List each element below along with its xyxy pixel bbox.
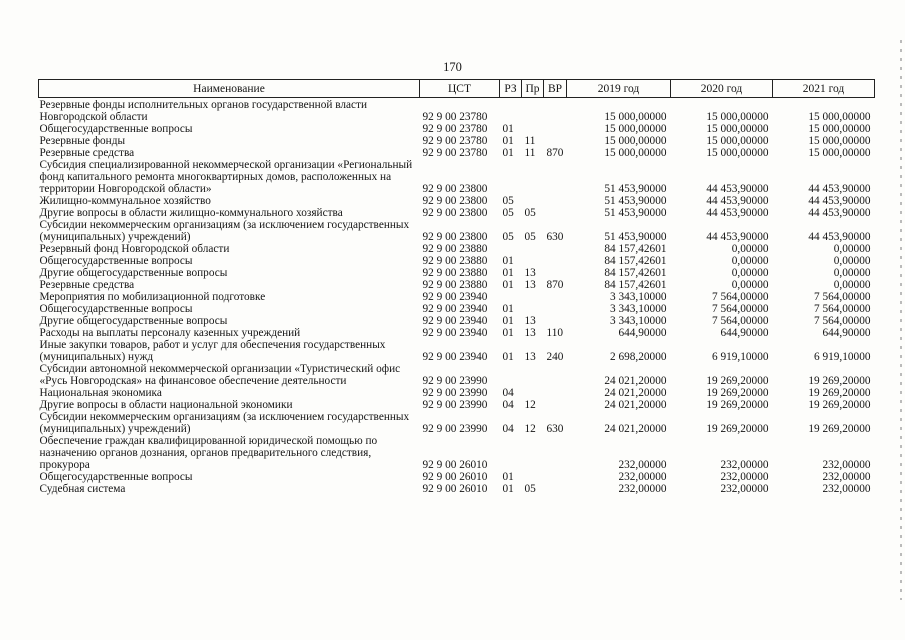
- cell-vr: [544, 123, 567, 135]
- cell-2019: 84 157,42601: [604, 279, 667, 291]
- cell-cst: 92 9 00 23990: [422, 423, 488, 435]
- cell-name: Обеспечение граждан квалифицированной юридической помощью по назначению органов дознания, органов предварительного следствия, прокурора: [39, 435, 378, 471]
- table-row: [39, 291, 875, 303]
- cell-rz: [500, 243, 522, 255]
- table-header: [39, 80, 875, 98]
- cell-rz: 01: [502, 483, 514, 495]
- table-row: [39, 435, 875, 471]
- table-row: [39, 399, 875, 411]
- cell-pr: [522, 303, 544, 315]
- table-row: [39, 471, 875, 483]
- cell-rz: 01: [502, 135, 514, 147]
- cell-2020: 7 564,00000: [712, 315, 769, 327]
- cell-name: Общегосударственные вопросы: [39, 123, 193, 135]
- cell-pr: [522, 243, 544, 255]
- header-2020: 2020 год: [671, 80, 773, 98]
- cell-cst: 92 9 00 23780: [422, 111, 488, 123]
- cell-cst: 92 9 00 23940: [422, 327, 488, 339]
- cell-2019: 24 021,20000: [604, 375, 667, 387]
- cell-2019: 232,00000: [618, 471, 667, 483]
- cell-vr: [544, 399, 567, 411]
- cell-2019: 51 453,90000: [604, 195, 667, 207]
- cell-2021: 0,00000: [833, 267, 871, 279]
- cell-pr: 11: [524, 147, 536, 159]
- header-row: [39, 80, 875, 98]
- cell-2020: 44 453,90000: [706, 231, 769, 243]
- cell-2020: 15 000,00000: [706, 111, 769, 123]
- header-cst: ЦСТ: [420, 80, 500, 98]
- cell-2020: 19 269,20000: [706, 375, 769, 387]
- cell-cst: 92 9 00 23990: [422, 399, 488, 411]
- cell-vr: [544, 195, 567, 207]
- cell-2021: 15 000,00000: [808, 147, 871, 159]
- cell-name: Жилищно-коммунальное хозяйство: [39, 195, 211, 207]
- cell-cst: 92 9 00 26010: [422, 471, 488, 483]
- cell-2020: 0,00000: [731, 255, 769, 267]
- cell-name: Резервный фонд Новгородской области: [39, 243, 230, 255]
- cell-vr: [544, 435, 567, 471]
- table-row: [39, 363, 875, 387]
- cell-vr: [544, 363, 567, 387]
- cell-2021: 232,00000: [822, 483, 871, 495]
- cell-pr: [522, 291, 544, 303]
- cell-vr: 870: [546, 279, 564, 291]
- cell-2021: 19 269,20000: [808, 399, 871, 411]
- cell-pr: 13: [524, 327, 536, 339]
- cell-cst: 92 9 00 23800: [422, 231, 488, 243]
- cell-rz: 01: [502, 303, 514, 315]
- header-vr: ВР: [544, 80, 567, 98]
- cell-cst: 92 9 00 23780: [422, 147, 488, 159]
- cell-name: Резервные фонды: [39, 135, 126, 147]
- cell-cst: 92 9 00 23940: [422, 291, 488, 303]
- table-body: [39, 98, 875, 496]
- cell-name: Субсидии некоммерческим организациям (за исключением государственных (муниципальных) учреждений): [39, 411, 410, 435]
- cell-pr: [522, 471, 544, 483]
- cell-2021: 15 000,00000: [808, 123, 871, 135]
- cell-name: Другие общегосударственные вопросы: [39, 315, 228, 327]
- scan-edge-marks: [900, 40, 902, 600]
- cell-cst: 92 9 00 23990: [422, 375, 488, 387]
- cell-vr: 630: [546, 231, 564, 243]
- cell-2021: 15 000,00000: [808, 135, 871, 147]
- cell-2020: 0,00000: [731, 279, 769, 291]
- cell-rz: 01: [502, 351, 514, 363]
- table-row: [39, 243, 875, 255]
- cell-2020: 232,00000: [720, 459, 769, 471]
- cell-vr: [544, 159, 567, 195]
- cell-rz: [500, 435, 522, 471]
- cell-2020: 19 269,20000: [706, 387, 769, 399]
- cell-2019: 644,90000: [618, 327, 667, 339]
- cell-vr: [544, 315, 567, 327]
- cell-rz: 04: [502, 387, 514, 399]
- table-row: [39, 135, 875, 147]
- cell-vr: [544, 387, 567, 399]
- cell-2019: 15 000,00000: [604, 147, 667, 159]
- cell-name: Общегосударственные вопросы: [39, 255, 193, 267]
- cell-2019: 84 157,42601: [604, 255, 667, 267]
- table-row: [39, 327, 875, 339]
- cell-rz: 01: [502, 315, 514, 327]
- cell-name: Расходы на выплаты персоналу казенных учреждений: [39, 327, 301, 339]
- cell-rz: 04: [502, 399, 514, 411]
- cell-cst: 92 9 00 23880: [422, 243, 488, 255]
- cell-rz: 01: [502, 255, 514, 267]
- cell-cst: 92 9 00 23940: [422, 303, 488, 315]
- cell-2021: 15 000,00000: [808, 111, 871, 123]
- cell-pr: [522, 387, 544, 399]
- cell-2021: 232,00000: [822, 459, 871, 471]
- cell-pr: [522, 195, 544, 207]
- table-row: [39, 219, 875, 243]
- table-row: [39, 339, 875, 363]
- cell-cst: 92 9 00 23880: [422, 267, 488, 279]
- cell-rz: 01: [502, 267, 514, 279]
- cell-rz: [500, 363, 522, 387]
- cell-2019: 84 157,42601: [604, 267, 667, 279]
- cell-2021: 644,90000: [822, 327, 871, 339]
- cell-2021: 0,00000: [833, 279, 871, 291]
- cell-2019: 3 343,10000: [610, 315, 667, 327]
- cell-2021: 44 453,90000: [808, 195, 871, 207]
- table-row: [39, 207, 875, 219]
- header-name: Наименование: [39, 80, 420, 98]
- cell-pr: 13: [524, 267, 536, 279]
- cell-vr: 870: [546, 147, 564, 159]
- table-row: [39, 255, 875, 267]
- cell-pr: 12: [524, 423, 536, 435]
- budget-table: [38, 79, 875, 495]
- cell-name: Другие вопросы в области жилищно-коммунального хозяйства: [39, 207, 343, 219]
- cell-2019: 24 021,20000: [604, 423, 667, 435]
- cell-2020: 44 453,90000: [706, 207, 769, 219]
- cell-cst: 92 9 00 23780: [422, 123, 488, 135]
- cell-cst: 92 9 00 26010: [422, 459, 488, 471]
- cell-2020: 15 000,00000: [706, 135, 769, 147]
- cell-cst: 92 9 00 23880: [422, 255, 488, 267]
- cell-vr: 240: [546, 351, 564, 363]
- cell-pr: 05: [524, 207, 536, 219]
- cell-2021: 19 269,20000: [808, 375, 871, 387]
- table-row: [39, 123, 875, 135]
- cell-2021: 7 564,00000: [814, 291, 871, 303]
- cell-vr: [544, 483, 567, 495]
- cell-vr: [544, 255, 567, 267]
- cell-vr: [544, 207, 567, 219]
- table-row: [39, 147, 875, 159]
- cell-2020: 644,90000: [720, 327, 769, 339]
- cell-cst: 92 9 00 23940: [422, 351, 488, 363]
- cell-2021: 0,00000: [833, 255, 871, 267]
- cell-2020: 6 919,10000: [712, 351, 769, 363]
- cell-pr: 11: [524, 135, 536, 147]
- header-rz: РЗ: [500, 80, 522, 98]
- cell-2019: 3 343,10000: [610, 291, 667, 303]
- cell-name: Субсидия специализированной некоммерческой организации «Региональный фонд капитального ремонта многоквартирных домов, расположенных на территории Новгородской области»: [39, 159, 413, 195]
- cell-cst: 92 9 00 23990: [422, 387, 488, 399]
- cell-vr: [544, 303, 567, 315]
- cell-vr: 110: [546, 327, 564, 339]
- cell-cst: 92 9 00 23800: [422, 207, 488, 219]
- cell-2020: 7 564,00000: [712, 291, 769, 303]
- cell-rz: 05: [502, 207, 514, 219]
- cell-2019: 15 000,00000: [604, 111, 667, 123]
- cell-rz: [500, 159, 522, 195]
- cell-2020: 232,00000: [720, 483, 769, 495]
- cell-name: Общегосударственные вопросы: [39, 471, 193, 483]
- cell-2021: 44 453,90000: [808, 183, 871, 195]
- table-row: [39, 98, 875, 124]
- cell-pr: 05: [524, 483, 536, 495]
- cell-vr: [544, 291, 567, 303]
- cell-2021: 7 564,00000: [814, 315, 871, 327]
- cell-pr: [522, 363, 544, 387]
- cell-2019: 3 343,10000: [610, 303, 667, 315]
- cell-2019: 51 453,90000: [604, 207, 667, 219]
- cell-pr: 05: [524, 231, 536, 243]
- page-number: 170: [443, 60, 462, 74]
- cell-2021: 6 919,10000: [814, 351, 871, 363]
- table-row: [39, 303, 875, 315]
- cell-rz: 01: [502, 147, 514, 159]
- cell-vr: [544, 135, 567, 147]
- table-row: [39, 267, 875, 279]
- cell-pr: 13: [524, 279, 536, 291]
- cell-name: Другие вопросы в области национальной экономики: [39, 399, 293, 411]
- cell-rz: [500, 291, 522, 303]
- cell-name: Национальная экономика: [39, 387, 162, 399]
- cell-2020: 44 453,90000: [706, 183, 769, 195]
- cell-pr: [522, 98, 544, 124]
- cell-name: Мероприятия по мобилизационной подготовке: [39, 291, 266, 303]
- cell-cst: 92 9 00 23800: [422, 183, 488, 195]
- cell-2020: 0,00000: [731, 267, 769, 279]
- cell-pr: 13: [524, 351, 536, 363]
- cell-2021: 44 453,90000: [808, 231, 871, 243]
- table-row: [39, 411, 875, 435]
- cell-rz: 01: [502, 471, 514, 483]
- cell-2020: 44 453,90000: [706, 195, 769, 207]
- cell-2020: 19 269,20000: [706, 423, 769, 435]
- cell-2021: 19 269,20000: [808, 423, 871, 435]
- cell-2020: 232,00000: [720, 471, 769, 483]
- cell-rz: 04: [502, 423, 514, 435]
- table-row: [39, 195, 875, 207]
- cell-2020: 7 564,00000: [712, 303, 769, 315]
- cell-pr: 13: [524, 315, 536, 327]
- cell-name: Иные закупки товаров, работ и услуг для обеспечения государственных (муниципальных) нужд: [39, 339, 386, 363]
- cell-2020: 15 000,00000: [706, 123, 769, 135]
- cell-2021: 19 269,20000: [808, 387, 871, 399]
- cell-vr: [544, 98, 567, 124]
- cell-pr: [522, 123, 544, 135]
- cell-2019: 15 000,00000: [604, 123, 667, 135]
- cell-rz: 01: [502, 123, 514, 135]
- cell-vr: 630: [546, 423, 564, 435]
- cell-name: Субсидии некоммерческим организациям (за исключением государственных (муниципальных) учреждений): [39, 219, 410, 243]
- cell-2019: 51 453,90000: [604, 183, 667, 195]
- cell-2019: 24 021,20000: [604, 387, 667, 399]
- cell-rz: 01: [502, 279, 514, 291]
- cell-2021: 0,00000: [833, 243, 871, 255]
- cell-rz: 01: [502, 327, 514, 339]
- cell-2019: 232,00000: [618, 459, 667, 471]
- cell-2020: 19 269,20000: [706, 399, 769, 411]
- table-row: [39, 159, 875, 195]
- cell-vr: [544, 471, 567, 483]
- table-row: [39, 387, 875, 399]
- cell-2019: 232,00000: [618, 483, 667, 495]
- cell-cst: 92 9 00 23880: [422, 279, 488, 291]
- cell-rz: 05: [502, 195, 514, 207]
- cell-vr: [544, 243, 567, 255]
- header-2021: 2021 год: [773, 80, 875, 98]
- cell-cst: 92 9 00 23780: [422, 135, 488, 147]
- cell-2019: 51 453,90000: [604, 231, 667, 243]
- cell-name: Другие общегосударственные вопросы: [39, 267, 228, 279]
- header-pr: Пр: [522, 80, 544, 98]
- cell-name: Субсидии автономной некоммерческой организации «Туристический офис «Русь Новгородская» на финансовое обеспечение деятельности: [39, 363, 401, 387]
- cell-name: Общегосударственные вопросы: [39, 303, 193, 315]
- table-row: [39, 483, 875, 495]
- cell-name: Резервные средства: [39, 279, 135, 291]
- cell-pr: [522, 255, 544, 267]
- cell-2021: 232,00000: [822, 471, 871, 483]
- cell-2019: 2 698,20000: [610, 351, 667, 363]
- cell-name: Резервные средства: [39, 147, 135, 159]
- cell-name: Резервные фонды исполнительных органов государственной власти Новгородской области: [39, 99, 368, 123]
- cell-2021: 44 453,90000: [808, 207, 871, 219]
- cell-name: Судебная система: [39, 483, 126, 495]
- cell-rz: [500, 98, 522, 124]
- cell-2020: 15 000,00000: [706, 147, 769, 159]
- cell-cst: 92 9 00 23800: [422, 195, 488, 207]
- cell-2019: 84 157,42601: [604, 243, 667, 255]
- cell-pr: [522, 159, 544, 195]
- table-row: [39, 315, 875, 327]
- cell-rz: 05: [502, 231, 514, 243]
- cell-cst: 92 9 00 23940: [422, 315, 488, 327]
- cell-cst: 92 9 00 26010: [422, 483, 488, 495]
- cell-vr: [544, 267, 567, 279]
- cell-2021: 7 564,00000: [814, 303, 871, 315]
- header-2019: 2019 год: [567, 80, 671, 98]
- cell-2019: 24 021,20000: [604, 399, 667, 411]
- table-row: [39, 279, 875, 291]
- cell-2020: 0,00000: [731, 243, 769, 255]
- cell-2019: 15 000,00000: [604, 135, 667, 147]
- cell-pr: [522, 435, 544, 471]
- cell-pr: 12: [524, 399, 536, 411]
